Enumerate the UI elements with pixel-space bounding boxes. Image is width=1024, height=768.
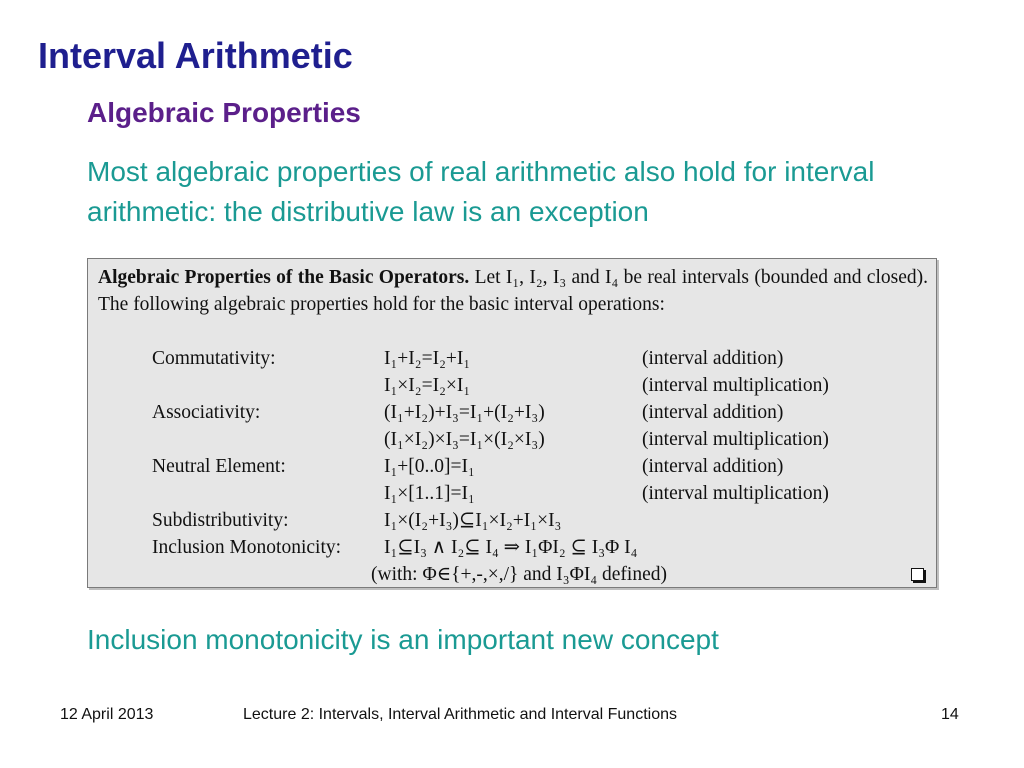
- with-row: [88, 561, 936, 588]
- property-row: [88, 480, 936, 507]
- property-name: Inclusion Monotonicity:: [152, 537, 342, 558]
- slide-title: Interval Arithmetic: [38, 35, 353, 76]
- property-formula: I₁×(I₂+I₃)⊆I₁×I₂+I₁×I₃: [384, 510, 562, 531]
- properties-intro: [98, 264, 928, 318]
- property-formula: I₁+[0..0]=I₁: [384, 456, 475, 477]
- footer-lecture-title: Lecture 2: Intervals, Interval Arithmetic and Interval Functions: [243, 706, 677, 723]
- properties-intro-heading: Algebraic Properties of the Basic Operators.: [98, 267, 470, 288]
- property-formula: I₁⊆I₃ ∧ I₂⊆ I₄ ⇒ I₁ΦI₂ ⊆ I₃Φ I₄: [384, 537, 638, 558]
- footer-date: 12 April 2013: [60, 706, 154, 723]
- qed-square-icon: [911, 568, 924, 581]
- slide-subtitle: Algebraic Properties: [87, 97, 361, 128]
- property-formula: (I₁+I₂)+I₃=I₁+(I₂+I₃): [384, 402, 545, 423]
- property-formula: I₁+I₂=I₂+I₁: [384, 348, 471, 369]
- lead-text: Most algebraic properties of real arithmetic also hold for interval arithmetic: the distributive law is an exception: [87, 156, 875, 227]
- property-note: (interval multiplication): [642, 483, 829, 504]
- property-note: (interval multiplication): [642, 375, 829, 396]
- property-name: Neutral Element:: [152, 456, 286, 477]
- property-note: (interval addition): [642, 402, 784, 423]
- property-row: [88, 345, 936, 372]
- property-row: [88, 507, 936, 534]
- property-row: [88, 399, 936, 426]
- property-row: [88, 453, 936, 480]
- property-note: (interval multiplication): [642, 429, 829, 450]
- properties-intro-body: Let I₁, I₂, I₃ and I₄ be real intervals (bounded and closed). The following algebraic properties hold for the basic interval operations:: [98, 267, 928, 315]
- property-note: (interval addition): [642, 348, 784, 369]
- property-name: Commutativity:: [152, 348, 276, 369]
- property-note: (interval addition): [642, 456, 784, 477]
- property-name: Associativity:: [152, 402, 261, 423]
- property-name: Subdistributivity:: [152, 510, 289, 531]
- properties-box: [87, 258, 937, 588]
- property-formula: I₁×[1..1]=I₁: [384, 483, 475, 504]
- property-row: [88, 372, 936, 399]
- with-condition: (with: Φ∈{+,-,×,/} and I₃ΦI₄ defined): [371, 564, 667, 585]
- bottom-text: Inclusion monotonicity is an important new concept: [87, 624, 719, 655]
- footer-page-number: 14: [941, 706, 959, 723]
- property-formula: (I₁×I₂)×I₃=I₁×(I₂×I₃): [384, 429, 545, 450]
- property-formula: I₁×I₂=I₂×I₁: [384, 375, 471, 396]
- property-row: [88, 534, 936, 561]
- property-row: [88, 426, 936, 453]
